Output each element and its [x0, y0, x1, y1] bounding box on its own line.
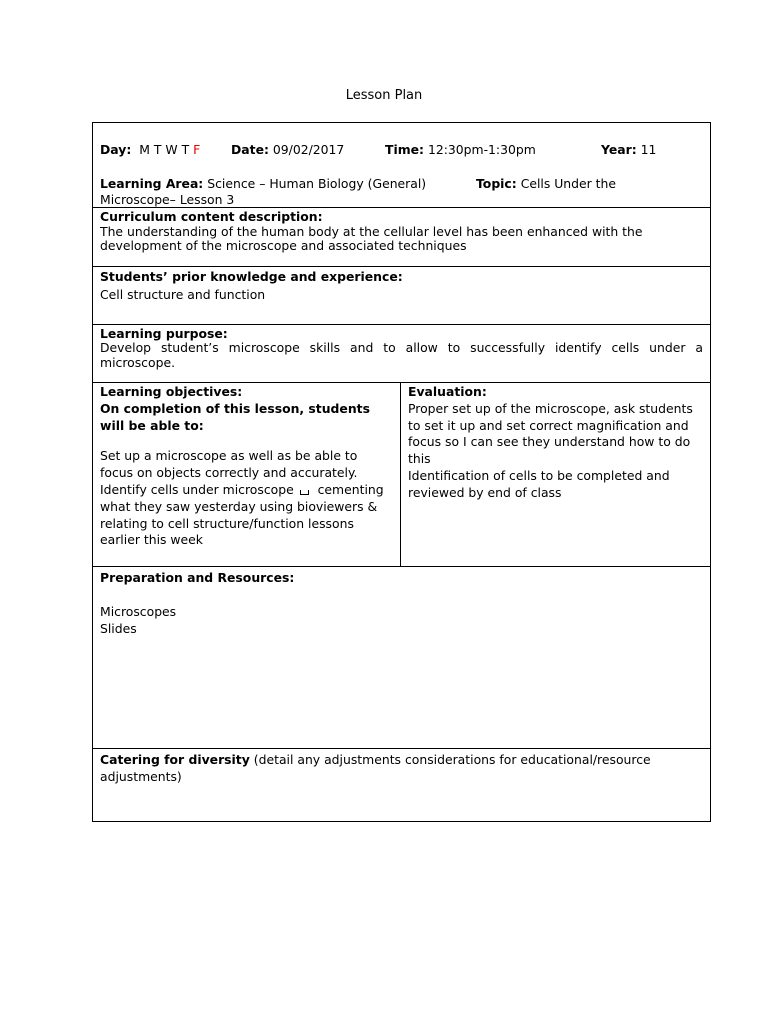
objective-item [100, 482, 393, 549]
prior-knowledge-row [93, 267, 711, 325]
objectives-label: Learning objectives: [100, 384, 243, 399]
evaluation-label: Evaluation: [408, 384, 487, 399]
page-title: Lesson Plan [345, 88, 423, 103]
curriculum-text: The understanding of the human body at the cellular level has been enhanced with the development of the microscope and associated techniques [100, 223, 643, 253]
time-label: Time: [385, 142, 424, 157]
day-selected: F [193, 142, 201, 157]
header-row [93, 123, 711, 208]
diversity-text-block [100, 751, 703, 785]
objectives-intro: On completion of this lesson, students will be able to: [100, 400, 370, 433]
year-value: 11 [640, 142, 657, 157]
curriculum-label: Curriculum content description: [100, 209, 323, 224]
curriculum-row [93, 208, 711, 267]
resource-item: Microscopes [100, 604, 177, 619]
resources-label: Preparation and Resources: [100, 570, 295, 585]
time-value: 12:30pm-1:30pm [427, 142, 536, 157]
time-field [385, 142, 536, 158]
lesson-plan-table [92, 122, 711, 822]
learning-purpose-label: Learning purpose: [100, 326, 228, 341]
topic-continued: Microscope– Lesson 3 [100, 192, 235, 207]
date-value: 09/02/2017 [272, 142, 345, 157]
days-list: M T W T [139, 142, 190, 157]
objectives-cell [93, 383, 401, 567]
learning-area-field [100, 176, 426, 192]
prior-knowledge-text: Cell structure and function [100, 286, 266, 302]
day-field [100, 142, 200, 158]
day-label: Day: [100, 142, 132, 157]
diversity-text: (detail any adjustments considerations for educational/resource adjustments) [100, 752, 651, 784]
resource-item: Slides [100, 621, 137, 636]
evaluation-text: Identification of cells to be completed and reviewed by end of class [408, 467, 670, 500]
objective-item: Set up a microscope as well as be able to focus on objects correctly and accurately. [100, 448, 358, 481]
diversity-label: Catering for diversity [100, 752, 250, 767]
placeholder-box-icon [300, 490, 309, 495]
objective-item-start: Identify cells under microscope [100, 481, 294, 497]
date-field [231, 142, 344, 158]
objective-item-end: cementing what they saw yesterday using bioviewers & relating to cell structure/function lessons earlier this week [100, 481, 384, 548]
learning-area-value: Science – Human Biology (General) [207, 176, 427, 191]
prior-knowledge-label: Students’ prior knowledge and experience: [100, 269, 403, 284]
evaluation-text: Proper set up of the microscope, ask students to set it up and set correct magnification and focus so I can see they understand how to do this [408, 400, 693, 467]
year-label: Year: [601, 142, 637, 157]
resources-row [93, 567, 711, 749]
header-block [100, 123, 703, 207]
learning-purpose-row [93, 325, 711, 383]
objectives-evaluation-row [93, 383, 711, 567]
date-label: Date: [231, 142, 269, 157]
topic-value: Cells Under the [520, 176, 617, 191]
topic-label: Topic: [476, 176, 517, 191]
year-field [601, 142, 656, 158]
learning-purpose-text: Develop student’s microscope skills and to allow to successfully identify cells under a microscope. [100, 340, 703, 370]
topic-field [476, 176, 616, 192]
evaluation-cell [401, 383, 711, 567]
learning-area-label: Learning Area: [100, 176, 204, 191]
diversity-row [93, 749, 711, 822]
